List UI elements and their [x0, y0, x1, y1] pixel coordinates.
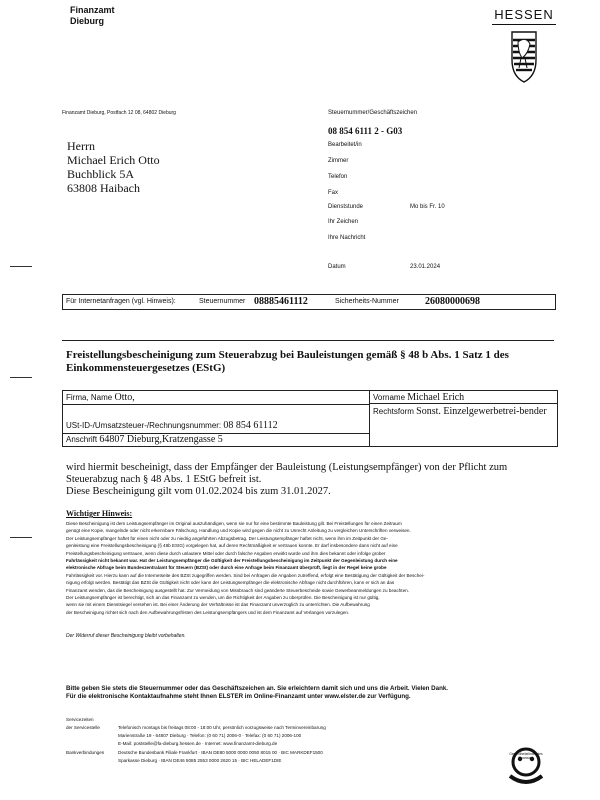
addressee-block: [67, 139, 160, 195]
notice-body: [66, 520, 556, 616]
state-crest-icon: [492, 28, 556, 84]
footer-label: der Servicestelle: [66, 725, 100, 730]
firstname-cell: [373, 392, 464, 403]
name-cell: [66, 392, 135, 403]
tax-box-security-value: 26080000698: [425, 296, 480, 307]
side-row-value: Mo bis Fr. 10: [410, 204, 445, 210]
side-row-room: [328, 158, 348, 164]
notice-line: wenn sie mit einem Dienstsiegel versehen ist. Bei einer Änderung der Verhältnisse ist das Finanzamt unverzüglich zu unterrichten. Die Aufbewahrung: [66, 602, 370, 608]
notice-line: Fahrlässigkeit nicht bekannt war. Hat der Leistungsempfänger die Gültigkeit der Freistellungsbescheinigung im Zeitpunkt der Gegenleistung durch eine: [66, 558, 398, 564]
statement-exemption: wird hiermit bescheinigt, dass der Empfänger der Bauleistung (Leistungsempfänger) von der Pflicht zum Steuerabzug nach § 48 Abs. 1 EStG befreit ist.: [66, 462, 508, 485]
notice-line: Der Leistungsempfänger haftet für einen nicht oder zu niedrig angeführten Abzugsbetrag. Der Leistungsempfänger haftet nicht, wenn ihm im Zeitpunkt der Ge-: [66, 535, 389, 541]
side-row-fax: [328, 190, 338, 196]
ust-value: 08 854 61112: [223, 420, 278, 431]
notice-line: Finanzamt wenden, das die Bescheinigung ausgestellt hat. Zur Vermeidung von Missbrauch sind geänderte Steuerbescheide sowie Gewerbeanmeldungen zu beachten.: [66, 587, 409, 593]
side-row-label: Telefon: [328, 174, 348, 180]
legal-form-value: Sonst. Einzelgewerbetrei-bender: [416, 406, 547, 417]
footer-note-line-2: Für die elektronische Kontaktaufnahme steht Ihnen ELSTER im Online-Finanzamt unter www.elster.de zur Verfügung.: [66, 693, 411, 700]
notice-line: elektronische Abfrage beim Bundeszentralamt für Steuern (BZSt) oder durch eine Anfrage beim Finanzamt überprüft, liegt in der Regel keine grobe: [66, 565, 387, 571]
notice-line: Fahrlässigkeit vor. Hierzu kann auf die Internetseite des BZSt zugegriffen werden. Sind bei Anfragen die Angaben zutreffend, erfolgt eine Bestätigung der Gültigkeit der Beschei-: [66, 572, 425, 578]
authority-line-2: Dieburg: [70, 16, 105, 26]
addressee-street: Buchblick 5A: [67, 167, 134, 181]
notice-line: Der Leistungsempfänger ist berechtigt, sich an das Finanzamt zu wenden, um die Richtigkeit der Angaben zu überprüfen. Die Bescheinigung ist nur gültig,: [66, 595, 380, 601]
return-address: Finanzamt Dieburg, Postfach 12 08, 64802 Dieburg: [62, 110, 176, 116]
authority-name: [70, 5, 115, 27]
footer-row: [66, 717, 94, 722]
side-row-your-ref: [328, 219, 358, 225]
internet-inquiry-box: [62, 294, 556, 310]
legal-form-cell: [373, 406, 555, 417]
state-brand: [492, 8, 556, 89]
ust-cell: [66, 420, 278, 431]
side-row-label: Fax: [328, 190, 339, 196]
table-divider-row-1: [63, 404, 369, 405]
footer-value: Deutsche Bundesbank Filiale Frankfurt · IBAN DE80 5000 0000 0050 8015 00 · BIC MARKDEF1500: [118, 750, 323, 755]
fold-mark-top: [10, 266, 32, 267]
side-row-phone: [328, 174, 347, 180]
side-row-label: Bearbeitet/in: [328, 142, 362, 148]
tax-box-tax-label: Steuernummer: [199, 298, 246, 305]
side-row-label: Ihr Zeichen: [328, 219, 359, 225]
footer-row: [66, 725, 326, 730]
footer-label: Bankverbindungen: [66, 750, 105, 755]
side-row-hours: [328, 204, 445, 210]
health-badge: [496, 746, 556, 790]
footer-row: [66, 750, 323, 755]
footer-label: Servicezeiten: [66, 717, 94, 722]
section-divider: [62, 340, 554, 341]
table-divider-row-1-right: [369, 403, 557, 404]
address-cell: [66, 434, 223, 445]
state-brand-word: HESSEN: [494, 7, 554, 22]
side-row-processor: [328, 142, 362, 148]
tax-number: 08 854 6111 2 - G03: [328, 126, 403, 136]
tax-box-tax-value: 08885461112: [254, 296, 308, 307]
notice-title: Wichtiger Hinweis:: [66, 509, 133, 518]
legal-form-label: Rechtsform: [373, 407, 414, 416]
fold-mark-bottom: [10, 537, 32, 538]
party-details-table: [62, 390, 558, 447]
notice-line: genleistung eine Freistellungsbescheinigung (§ 48b EStG) vorgelegen hat, auf deren Rechtmäßigkeit er vertrauen konnte. Er darf insbesondere dann nicht auf eine: [66, 543, 398, 549]
fold-mark-middle: [10, 377, 32, 378]
notice-line: der Bescheinigung richtet sich nach den Aufbewahrungsfristen des Leistungsempfängers und ist dem Finanzamt auf Verlangen vorzulegen.: [66, 609, 350, 615]
firstname-label: Vorname: [373, 393, 406, 402]
certificate-heading: Freistellungsbescheinigung zum Steuerabzug bei Bauleistungen gemäß § 48 b Abs. 1 Satz 1 des Einkommensteuergesetzes (EStG): [66, 349, 509, 374]
authority-line-1: Finanzamt: [70, 5, 115, 15]
footer-note: [66, 685, 556, 701]
notice-line: genügt eine Kopie, mangelnde oder nicht erkennbare Fälschung. Handlung und Kopie wird gegen die nicht zu Unrecht Anleitung zu vergleichen Unterschriften verweisen.: [66, 528, 411, 534]
firstname-value: Michael Erich: [407, 392, 465, 403]
side-row-your-message: [328, 235, 365, 241]
notice-line: Diese Bescheinigung ist dem Leistungsempfänger im Original auszuhändigen, wenn sie nur für eine bestimmte Bauleistung gilt. Bei Freistellungen für einen Zeitraum: [66, 521, 402, 526]
health-badge-caption: Gesundheitsförderndes Finanzamt: [509, 752, 543, 760]
footer-note-line-1: Bitte geben Sie stets die Steuernummer oder das Geschäftszeichen an. Sie erleichtern damit sich und uns die Arbeit. Vielen Dank.: [66, 685, 449, 692]
statement-validity: Diese Bescheinigung gilt vom 01.02.2024 bis zum 31.01.2027.: [66, 486, 331, 497]
tax-box-prefix: Für Internetanfragen (vgl. Hinweis):: [66, 298, 176, 305]
table-divider-vertical: [369, 391, 370, 446]
certificate-statement: [66, 462, 556, 498]
name-value: Otto,: [114, 392, 135, 403]
addressee-name: Michael Erich Otto: [67, 153, 160, 167]
name-label: Firma, Name: [66, 393, 113, 402]
footer-value: Sparkasse Dieburg · IBAN DE46 5085 2553 0000 2620 15 · BIC HELADEF1DIE: [118, 758, 282, 763]
address-label: Anschrift: [66, 435, 98, 444]
side-row-label: Datum: [328, 264, 346, 270]
addressee-salutation: Herrn: [67, 139, 95, 153]
revocation-note: Der Widerruf dieser Bescheinigung bleibt vorbehalten.: [66, 633, 186, 639]
notice-line: nigung erfolgt werden. Bestätigt das BZSt die Gültigkeit nicht oder kann der Leistungsempfänger die elektronische Abfrage nicht durchführen, kann er sich an das: [66, 580, 395, 586]
footer-value: E-Mail: poststelle@fa-dieburg.hessen.de · Internet: www.finanzamt-dieburg.de: [118, 741, 278, 746]
footer-value: Marienstraße 19 - 64807 Dieburg · Telefon: (0 60 71) 2006-0 · Telefax: (0 60 71) 2006-100: [118, 733, 302, 738]
addressee-city: 63808 Haibach: [67, 181, 140, 195]
tax-box-security-label: Sicherheits-Nummer: [335, 298, 399, 305]
side-row-value: 23.01.2024: [410, 264, 441, 270]
side-row-label: Zimmer: [328, 158, 349, 164]
address-value: 64807 Dieburg,Kratzengasse 5: [99, 434, 223, 445]
ust-label: USt-ID-/Umsatzsteuer-/Rechnungsnummer:: [66, 421, 222, 430]
side-row-date: [328, 264, 441, 270]
side-row-label: Dienststunde: [328, 204, 364, 210]
notice-line: Freistellungsbescheinigung vertrauen, wenn diese durch unlautere Mittel oder durch falsche Angaben erwirkt wurde und ihm dies bekannt oder infolge grober: [66, 550, 386, 556]
side-row-label: Ihre Nachricht: [328, 235, 366, 241]
tax-number-label: Steuernummer/Geschäftszeichen: [328, 110, 418, 116]
footer-value: Telefonisch montags bis freitags 08:00 - 18:00 Uhr, persönlich vorzugsweise nach Terminvereinbarung: [118, 725, 326, 730]
